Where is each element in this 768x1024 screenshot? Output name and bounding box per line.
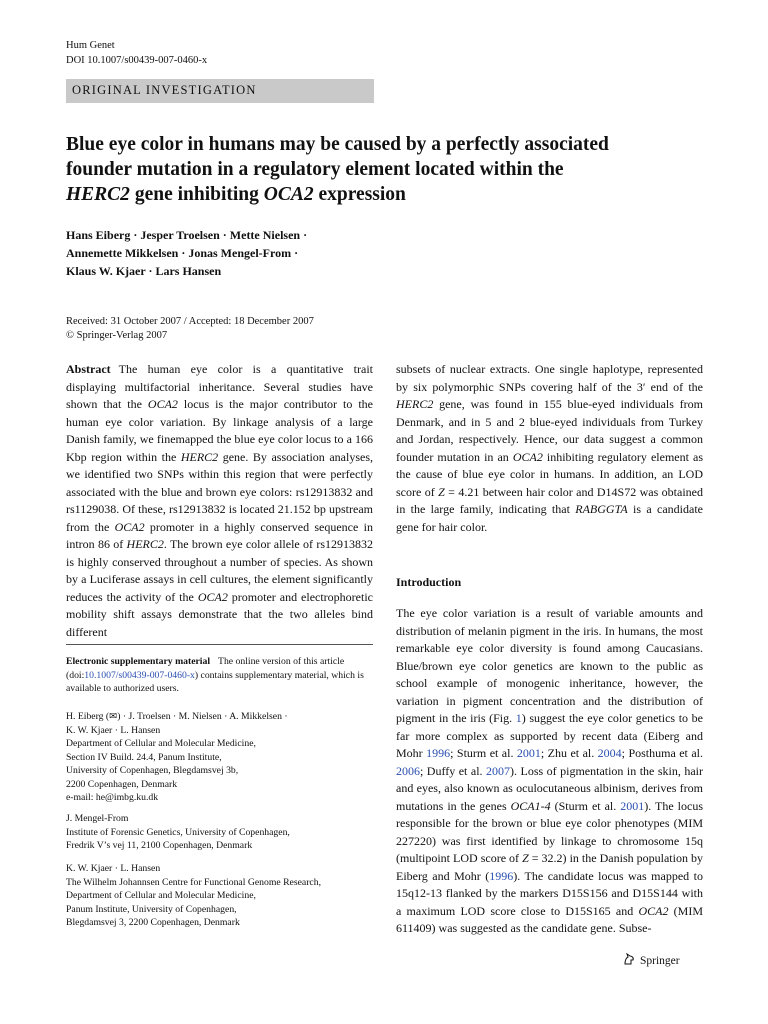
abstract-label: Abstract (66, 362, 111, 376)
affiliation-line: K. W. Kjaer · L. Hansen (66, 724, 161, 736)
affiliation-line: University of Copenhagen, Blegdamsvej 3b, (66, 765, 239, 776)
received-accepted: Received: 31 October 2007 / Accepted: 18 December 2007 (66, 316, 314, 327)
author-line: Klaus W. Kjaer · Lars Hansen (66, 264, 222, 278)
citation-link[interactable]: 1996 (426, 746, 451, 760)
publisher-name: Springer (640, 955, 680, 967)
citation-link[interactable]: 2007 (486, 763, 511, 778)
affiliation-block-2 (66, 812, 373, 853)
author-line: Annemette Mikkelsen · Jonas Mengel-From · (66, 246, 299, 260)
supplementary-note: Electronic supplementary material The online version of this article (doi:10.1007/s00439-007-0460-x) contains supplementary material, which is available to authorized users. (66, 656, 364, 694)
copyright: © Springer-Verlag 2007 (66, 330, 168, 341)
citation-link[interactable]: 1996 (489, 868, 514, 883)
author-line: Hans Eiberg · Jesper Troelsen · Mette Nielsen · (66, 228, 308, 242)
esm-label: Electronic supplementary material (66, 656, 211, 667)
footnote-divider (66, 644, 373, 645)
figure-link[interactable]: 1 (515, 711, 522, 725)
affiliation-line: Section IV Build. 24.4, Panum Institute, (66, 751, 222, 763)
citation-link[interactable]: 2004 (597, 746, 622, 760)
affiliation-line: H. Eiberg (✉) · J. Troelsen · M. Nielsen · A. Mikkelsen · (66, 711, 288, 722)
affiliation-line: Institute of Forensic Genetics, University of Copenhagen, (66, 826, 290, 838)
introduction-body: The eye color variation is a result of variable amounts and distribution of melanin pigment in the iris. In humans, the most remarkable eye color diversity is found among Caucasians. Blue/brown eye color genetics are known to the public as school example of monogenic inheritance, however, the variation in pigment concentration and the distribution of pigment in the iris (Fig. 1) suggest the eye color genetics to be far more complex as supported by recent data (Eiberg and Mohr 1996; Sturm et al. 2001; Zhu et al. 2004; Posthuma et al. 2006; Duffy et al. 2007). Loss of pigmentation in the skin, hair and eyes, also known as oculocutaneous albinism, derives from mutations in the genes OCA1-4 (Sturm et al. 2001). The locus responsible for the brown or blue eye color phenotypes (MIM 227220) was first identified by linkage to chromosome 15q (multipoint LOD score of Z = 32.2) in the Danish population by Eiberg and Mohr (1996). The candidate locus was mapped to 15q12-13 flanked by the markers D15S156 and D15S144 with a maximum LOD score close to D15S165 and OCA2 (MIM 611409) was suggested as the candidate gene. Subse- (396, 606, 703, 935)
affiliation-line: 2200 Copenhagen, Denmark (66, 778, 178, 790)
citation-link[interactable]: 2006 (396, 763, 420, 778)
affiliation-line: Fredrik V’s vej 11, 2100 Copenhagen, Denmark (66, 840, 253, 851)
doi-link[interactable]: 10.1007/s00439-007-0460-x (84, 669, 195, 681)
journal-name: Hum Genet (66, 40, 115, 51)
abstract-continued: subsets of nuclear extracts. One single haplotype, represented by six polymorphic SNPs covering half of the 3′ end of the HERC2 gene, was found in 155 blue-eyed individuals from Denmark, and in 5 and 2 blue-eyed individuals from Turkey and Jordan, respectively. Hence, our data suggest a common founder mutation in an OCA2 inhibiting regulatory element as the cause of blue eye color in humans. In addition, an LOD score of Z = 4.21 between hair color and D14S72 was obtained in the large family, indicating that RABGGTA is a candidate gene for hair color. (396, 362, 703, 534)
springer-horse-icon (622, 952, 636, 966)
affiliation-line: Panum Institute, University of Copenhagen, (66, 903, 237, 915)
citation-link[interactable]: 2001 (516, 746, 541, 760)
affiliation-line: Department of Cellular and Molecular Medicine, (66, 738, 256, 749)
article-dates (66, 315, 314, 343)
introduction-heading: Introduction (396, 575, 462, 589)
affiliation-block-3 (66, 862, 373, 930)
email-line[interactable]: e-mail: he@imbg.ku.dk (66, 792, 159, 803)
section-banner (66, 79, 374, 103)
article-title: Blue eye color in humans may be caused by a perfectly associated founder mutation in a regulatory element located within the HERC2 gene inhibiting OCA2 expression (66, 134, 609, 205)
author-list (66, 226, 486, 280)
abstract: Abstract The human eye color is a quantitative trait displaying multifactorial inheritance. Several studies have shown that the OCA2 locus is the major contributor to the human eye color variation. By linkage analysis of a large Danish family, we finemapped the blue eye color locus to a 166 Kbp region within the HERC2 gene. By association analyses, we identified two SNPs within this region that were perfectly associated with the blue and brown eye colors: rs12913832 and rs1129038. Of these, rs12913832 is located 21.152 bp upstream from the OCA2 promoter in a highly conserved sequence in intron 86 of HERC2. The brown eye color allele of rs12913832 is highly conserved throughout a number of species. As shown by a Luciferase assays in cell cultures, the element significantly reduces the activity of the OCA2 promoter and electrophoretic mobility shift assays demonstrate that the two alleles bind different (66, 362, 373, 639)
affiliation-line: K. W. Kjaer · L. Hansen (66, 863, 161, 874)
doi: DOI 10.1007/s00439-007-0460-x (66, 55, 208, 66)
publisher-mark (622, 952, 680, 967)
affiliation-block-1 (66, 710, 373, 805)
citation-link[interactable]: 2001 (620, 798, 645, 813)
affiliation-line: Department of Cellular and Molecular Medicine, (66, 890, 256, 901)
affiliation-line: Blegdamsvej 3, 2200 Copenhagen, Denmark (66, 917, 240, 928)
affiliation-line: The Wilhelm Johannsen Centre for Functional Genome Research, (66, 876, 322, 888)
affiliation-line: J. Mengel-From (66, 813, 129, 824)
section-banner-label: ORIGINAL INVESTIGATION (72, 83, 257, 97)
